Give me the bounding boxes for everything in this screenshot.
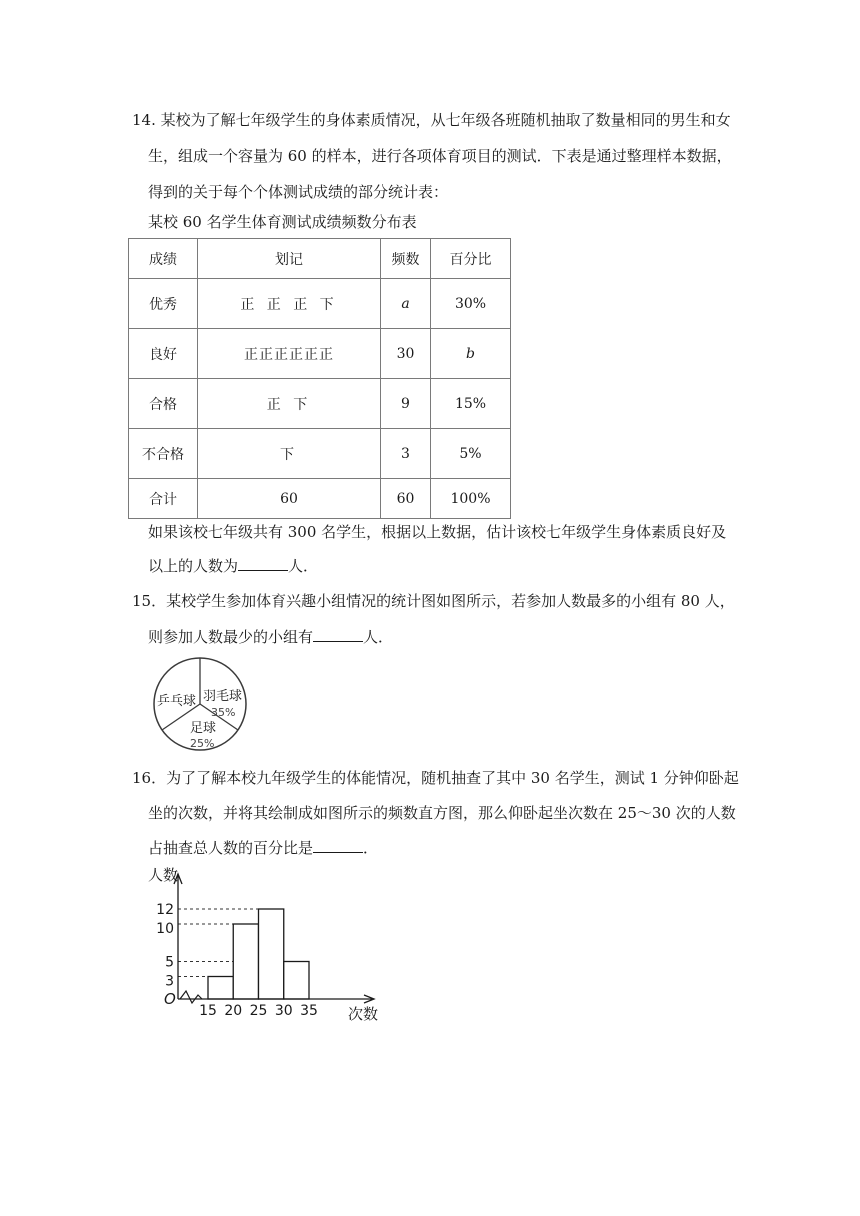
x-tick-label: 15 <box>199 1003 217 1019</box>
q15-text-b: 人． <box>363 628 394 646</box>
grade-cell: 不合格 <box>129 429 198 479</box>
x-tick-label: 25 <box>249 1003 268 1019</box>
table-title: 某校 60 名学生体育测试成绩频数分布表 <box>148 213 417 231</box>
histogram-bar <box>208 977 233 1000</box>
q15-text-a: 则参加人数最少的小组有 <box>148 628 314 646</box>
q15-line-1: 15．某校学生参加体育兴趣小组情况的统计图如图所示，若参加人数最多的小组有 80 人， <box>132 592 735 610</box>
histogram-bar <box>233 924 258 999</box>
pie-percent-badminton: 35% <box>211 706 236 719</box>
pie-chart <box>140 656 260 756</box>
pie-percent-football: 25% <box>190 737 215 750</box>
header-tally: 划记 <box>198 239 381 279</box>
percent-cell: 5% <box>431 429 511 479</box>
tally-cell: 正 下 <box>198 379 381 429</box>
count-cell: 60 <box>381 479 431 519</box>
q14-line-3: 得到的关于每个个体测试成绩的部分统计表： <box>148 183 449 201</box>
y-tick-label: 12 <box>156 902 174 918</box>
percent-cell: 15% <box>431 379 511 429</box>
histogram-bar <box>284 962 309 1000</box>
tally-cell: 正正正正正正 <box>198 329 381 379</box>
origin-label: O <box>164 990 176 1008</box>
count-cell: 30 <box>381 329 431 379</box>
pie-label-football: 足球 <box>190 721 217 736</box>
tally-cell: 下 <box>198 429 381 479</box>
y-axis-label: 人数 <box>148 866 179 884</box>
histogram-chart <box>140 862 390 1027</box>
bars <box>208 909 309 999</box>
q14-after-line-2 <box>148 556 318 576</box>
tally-cell: 60 <box>198 479 381 519</box>
x-tick-label: 20 <box>224 1003 243 1019</box>
tally-cell: 正 正 正 下 <box>198 279 381 329</box>
grade-cell: 合计 <box>129 479 198 519</box>
count-cell: a <box>381 279 431 329</box>
percent-cell: b <box>431 329 511 379</box>
pie-label-pingpong: 乒乓球 <box>157 694 197 709</box>
grade-cell: 良好 <box>129 329 198 379</box>
y-tick-label: 5 <box>165 954 174 971</box>
table-header-row <box>129 239 511 279</box>
q14-after-line-1: 如果该校七年级共有 300 名学生，根据以上数据，估计该校七年级学生身体素质良好及 <box>148 523 727 541</box>
frequency-table <box>128 238 511 519</box>
histogram-bar <box>259 909 284 999</box>
q14-after-text-a: 以上的人数为 <box>148 557 239 575</box>
count-cell: 9 <box>381 379 431 429</box>
header-percent: 百分比 <box>431 239 511 279</box>
q16-text-b: ． <box>363 839 379 857</box>
grade-cell: 优秀 <box>129 279 198 329</box>
axis-break-mark <box>180 991 202 1003</box>
grade-cell: 合格 <box>129 379 198 429</box>
header-grade: 成绩 <box>129 239 198 279</box>
q15-line-2 <box>148 627 393 647</box>
q16-line-3 <box>148 838 378 858</box>
count-cell: 3 <box>381 429 431 479</box>
table-row-total <box>129 479 511 519</box>
percent-cell: 100% <box>431 479 511 519</box>
answer-blank <box>313 627 363 642</box>
x-tick-label: 35 <box>300 1003 318 1019</box>
q16-line-1: 16．为了了解本校九年级学生的体能情况，随机抽查了其中 30 名学生，测试 1 分钟仰卧起 <box>132 769 739 787</box>
y-tick-label: 3 <box>165 973 174 990</box>
answer-blank <box>313 838 363 853</box>
table-row <box>129 279 511 329</box>
percent-cell: 30% <box>431 279 511 329</box>
q16-line-2: 坐的次数，并将其绘制成如图所示的频数直方图，那么仰卧起坐次数在 25～30 次的人数 <box>148 804 736 822</box>
q14-after-text-b: 人． <box>288 557 319 575</box>
q14-line-1: 14. 某校为了解七年级学生的身体素质情况，从七年级各班随机抽取了数量相同的男生和女 <box>132 111 731 129</box>
x-axis-label: 次数 <box>348 1005 379 1023</box>
x-tick-label: 30 <box>274 1003 293 1019</box>
q14-line-2: 生，组成一个容量为 60 的样本，进行各项体育项目的测试．下表是通过整理样本数据， <box>148 147 732 165</box>
table-row <box>129 379 511 429</box>
answer-blank <box>238 556 288 571</box>
table-row <box>129 329 511 379</box>
pie-label-badminton: 羽毛球 <box>203 689 243 704</box>
header-count: 频数 <box>381 239 431 279</box>
table-row <box>129 429 511 479</box>
q16-text-a: 占抽查总人数的百分比是 <box>148 839 314 857</box>
y-tick-label: 10 <box>156 921 174 937</box>
